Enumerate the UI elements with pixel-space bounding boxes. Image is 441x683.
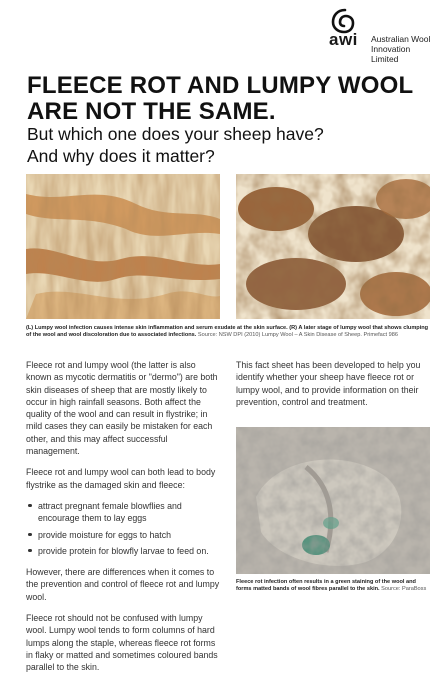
photo-caption-fleece-rot bbox=[236, 579, 432, 594]
right-column-text bbox=[236, 359, 432, 417]
awi-logo bbox=[329, 6, 435, 64]
page-subtitle bbox=[27, 123, 417, 167]
title-line-2: ARE NOT THE SAME. bbox=[27, 98, 276, 125]
flystrike-paragraph: Fleece rot and lumpy wool can both lead to body flystrike as the damaged skin and fleece: bbox=[26, 467, 216, 490]
lumpy-wool-photo-left bbox=[26, 174, 220, 319]
title-line-1: FLEECE ROT AND LUMPY WOOL bbox=[27, 72, 414, 99]
left-column-text bbox=[26, 359, 222, 683]
caption-top-source: Source: NSW DPI (2010) Lumpy Wool – A Skin Disease of Sheep. Primefact 986 bbox=[197, 332, 398, 339]
subtitle-line-1: But which one does your sheep have? bbox=[27, 124, 324, 144]
flystrike-bullet-list bbox=[26, 500, 222, 557]
comparison-paragraph: Fleece rot should not be confused with lumpy wool. Lumpy wool tends to form columns of hard lumps along the staple, whereas fleece rot forms in flaky or matted and sometimes coloured bands parallel to the skin. bbox=[26, 613, 218, 673]
bullet-item: provide moisture for eggs to hatch bbox=[38, 529, 222, 541]
org-name-line-2: Innovation Limited bbox=[371, 44, 411, 64]
org-name-line-1: Australian Wool bbox=[371, 34, 431, 44]
fact-sheet-paragraph: This fact sheet has been developed to help you identify whether your sheep have fleece rot or lumpy wool, and to provide information on their prevention, control and treatment. bbox=[236, 360, 421, 407]
lumpy-wool-photo-right bbox=[236, 174, 430, 319]
caption-top-text: (L) Lumpy wool infection causes intense skin inflammation and serum exudate at the skin surface. (R) A later stage of lumpy wool that shows clumping of the wool and wool discoloration due to associated infections. bbox=[26, 325, 429, 339]
fleece-rot-photo bbox=[236, 427, 430, 574]
intro-paragraph: Fleece rot and lumpy wool (the latter is also known as mycotic dermatitis or "dermo") are both skin diseases of sheep that are mostly likely to occur in high rainfall seasons. Both affect the quality of the wool and can result in flystrike; in mild cases they can easily be mistaken for each other, and this may affect successful management. bbox=[26, 360, 218, 457]
bullet-item: provide protein for blowfly larvae to feed on. bbox=[38, 545, 222, 557]
bullet-item: attract pregnant female blowflies and encourage them to lay eggs bbox=[38, 500, 222, 525]
page-title bbox=[27, 73, 417, 125]
subtitle-line-2: And why does it matter? bbox=[27, 146, 215, 166]
photo-caption-top bbox=[26, 325, 430, 340]
caption-fleece-rot-source: Source: ParaBoss bbox=[381, 586, 427, 593]
differences-paragraph: However, there are differences when it comes to the prevention and control of fleece rot and lumpy wool. bbox=[26, 567, 220, 602]
logo-wordmark: awi bbox=[329, 30, 358, 49]
organisation-name bbox=[371, 34, 435, 64]
caption-fleece-rot-text: Fleece rot infection often results in a green staining of the wool and forms matted bands of wool fibres parallel to the skin. bbox=[236, 579, 416, 593]
